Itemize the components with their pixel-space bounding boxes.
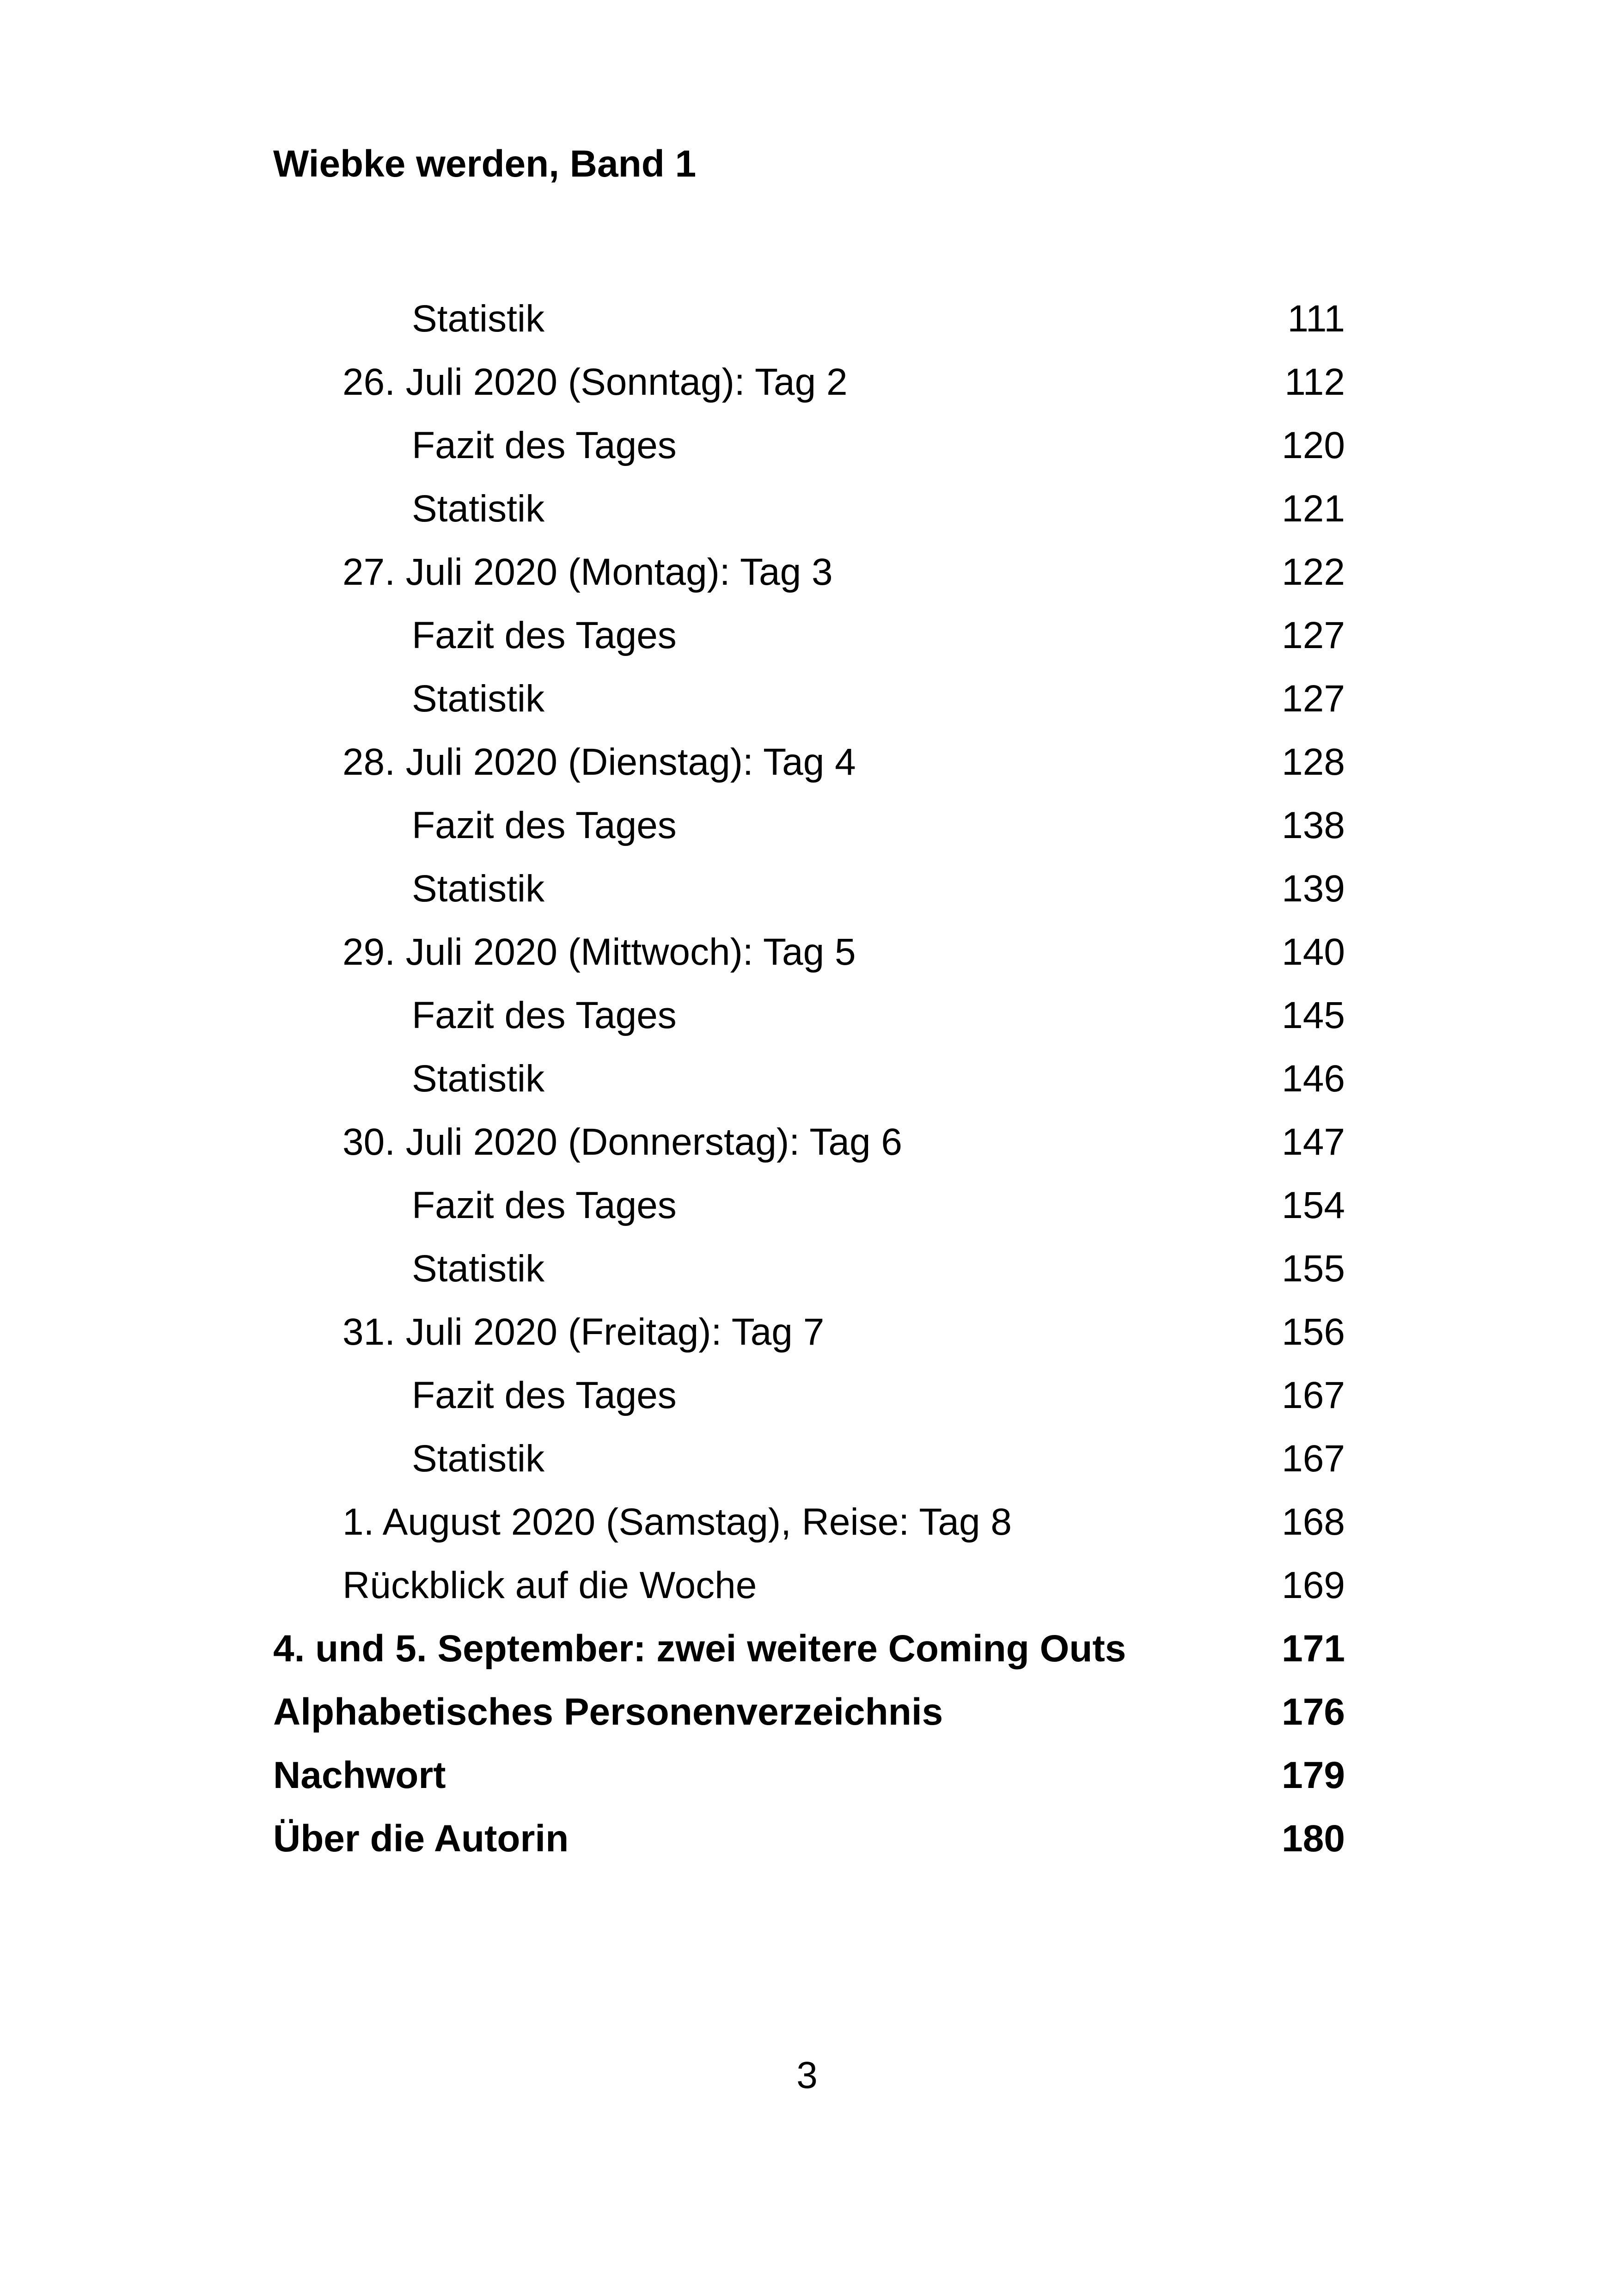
toc-entry-page: 169 (1282, 1564, 1345, 1606)
toc-entry-page: 127 (1282, 614, 1345, 656)
toc-entry (273, 414, 1345, 477)
toc-entry (273, 984, 1345, 1047)
toc-entry (273, 540, 1345, 604)
table-of-contents (273, 287, 1345, 1870)
toc-entry-title: Fazit des Tages (412, 1374, 677, 1416)
toc-entry-page: 139 (1282, 868, 1345, 910)
toc-entry-title: Statistik (412, 678, 545, 720)
page-number: 3 (796, 2054, 818, 2096)
toc-entry-title: Über die Autorin (273, 1818, 569, 1860)
toc-entry-page: 140 (1282, 931, 1345, 973)
toc-entry-title: 1. August 2020 (Samstag), Reise: Tag 8 (342, 1501, 1012, 1543)
toc-entry (273, 667, 1345, 730)
toc-entry-page: 156 (1282, 1311, 1345, 1353)
toc-entry-page: 128 (1282, 741, 1345, 783)
toc-entry-page: 146 (1282, 1058, 1345, 1100)
toc-entry-page: 145 (1282, 994, 1345, 1036)
toc-entry-page: 147 (1282, 1121, 1345, 1163)
toc-entry-title: 4. und 5. September: zwei weitere Coming Outs (273, 1628, 1126, 1670)
toc-entry (273, 794, 1345, 857)
toc-entry-title: Statistik (412, 488, 545, 530)
toc-entry-page: 179 (1282, 1754, 1345, 1796)
toc-entry-title: 27. Juli 2020 (Montag): Tag 3 (342, 551, 833, 593)
toc-entry (273, 1680, 1345, 1744)
toc-entry-title: Statistik (412, 1438, 545, 1480)
toc-entry-page: 138 (1282, 804, 1345, 846)
toc-entry-title: Fazit des Tages (412, 614, 677, 656)
toc-entry (273, 1174, 1345, 1237)
toc-entry (273, 1047, 1345, 1110)
toc-entry (273, 1364, 1345, 1427)
toc-entry-page: 167 (1282, 1438, 1345, 1480)
toc-entry-page: 127 (1282, 678, 1345, 720)
toc-entry-page: 171 (1282, 1628, 1345, 1670)
toc-entry-title: Fazit des Tages (412, 994, 677, 1036)
toc-entry-page: 176 (1282, 1691, 1345, 1733)
toc-entry (273, 1237, 1345, 1300)
toc-entry (273, 857, 1345, 920)
toc-entry-title: Statistik (412, 1058, 545, 1100)
toc-entry (273, 1617, 1345, 1680)
toc-entry (273, 1300, 1345, 1364)
toc-entry (273, 1490, 1345, 1554)
toc-entry-page: 154 (1282, 1184, 1345, 1226)
toc-entry (273, 1427, 1345, 1490)
toc-entry-page: 180 (1282, 1818, 1345, 1860)
toc-entry (273, 920, 1345, 984)
running-header-title: Wiebke werden, Band 1 (273, 143, 697, 185)
toc-entry-title: Statistik (412, 868, 545, 910)
toc-entry (273, 1807, 1345, 1870)
toc-entry-title: 29. Juli 2020 (Mittwoch): Tag 5 (342, 931, 856, 973)
toc-entry-title: Statistik (412, 1248, 545, 1290)
toc-entry-page: 121 (1282, 488, 1345, 530)
toc-entry-page: 155 (1282, 1248, 1345, 1290)
toc-entry-title: Rückblick auf die Woche (342, 1564, 757, 1606)
toc-entry-title: 26. Juli 2020 (Sonntag): Tag 2 (342, 361, 848, 403)
toc-entry (273, 604, 1345, 667)
toc-entry-title: 30. Juli 2020 (Donnerstag): Tag 6 (342, 1121, 903, 1163)
toc-entry (273, 477, 1345, 540)
toc-entry-title: 31. Juli 2020 (Freitag): Tag 7 (342, 1311, 825, 1353)
toc-entry-page: 112 (1284, 361, 1345, 403)
toc-entry-page: 122 (1282, 551, 1345, 593)
toc-entry-title: Fazit des Tages (412, 804, 677, 846)
toc-entry (273, 1744, 1345, 1807)
toc-entry-page: 167 (1282, 1374, 1345, 1416)
toc-entry-title: 28. Juli 2020 (Dienstag): Tag 4 (342, 741, 856, 783)
toc-entry-title: Fazit des Tages (412, 1184, 677, 1226)
toc-entry-title: Fazit des Tages (412, 424, 677, 466)
toc-entry (273, 1554, 1345, 1617)
toc-entry-title: Statistik (412, 298, 545, 340)
toc-entry-title: Alphabetisches Personenverzeichnis (273, 1691, 943, 1733)
toc-entry-page: 168 (1282, 1501, 1345, 1543)
toc-entry-page: 111 (1287, 298, 1345, 340)
toc-entry (273, 287, 1345, 350)
toc-entry-title: Nachwort (273, 1754, 446, 1796)
toc-entry (273, 1110, 1345, 1174)
toc-entry-page: 120 (1282, 424, 1345, 466)
toc-entry (273, 350, 1345, 414)
toc-entry (273, 730, 1345, 794)
